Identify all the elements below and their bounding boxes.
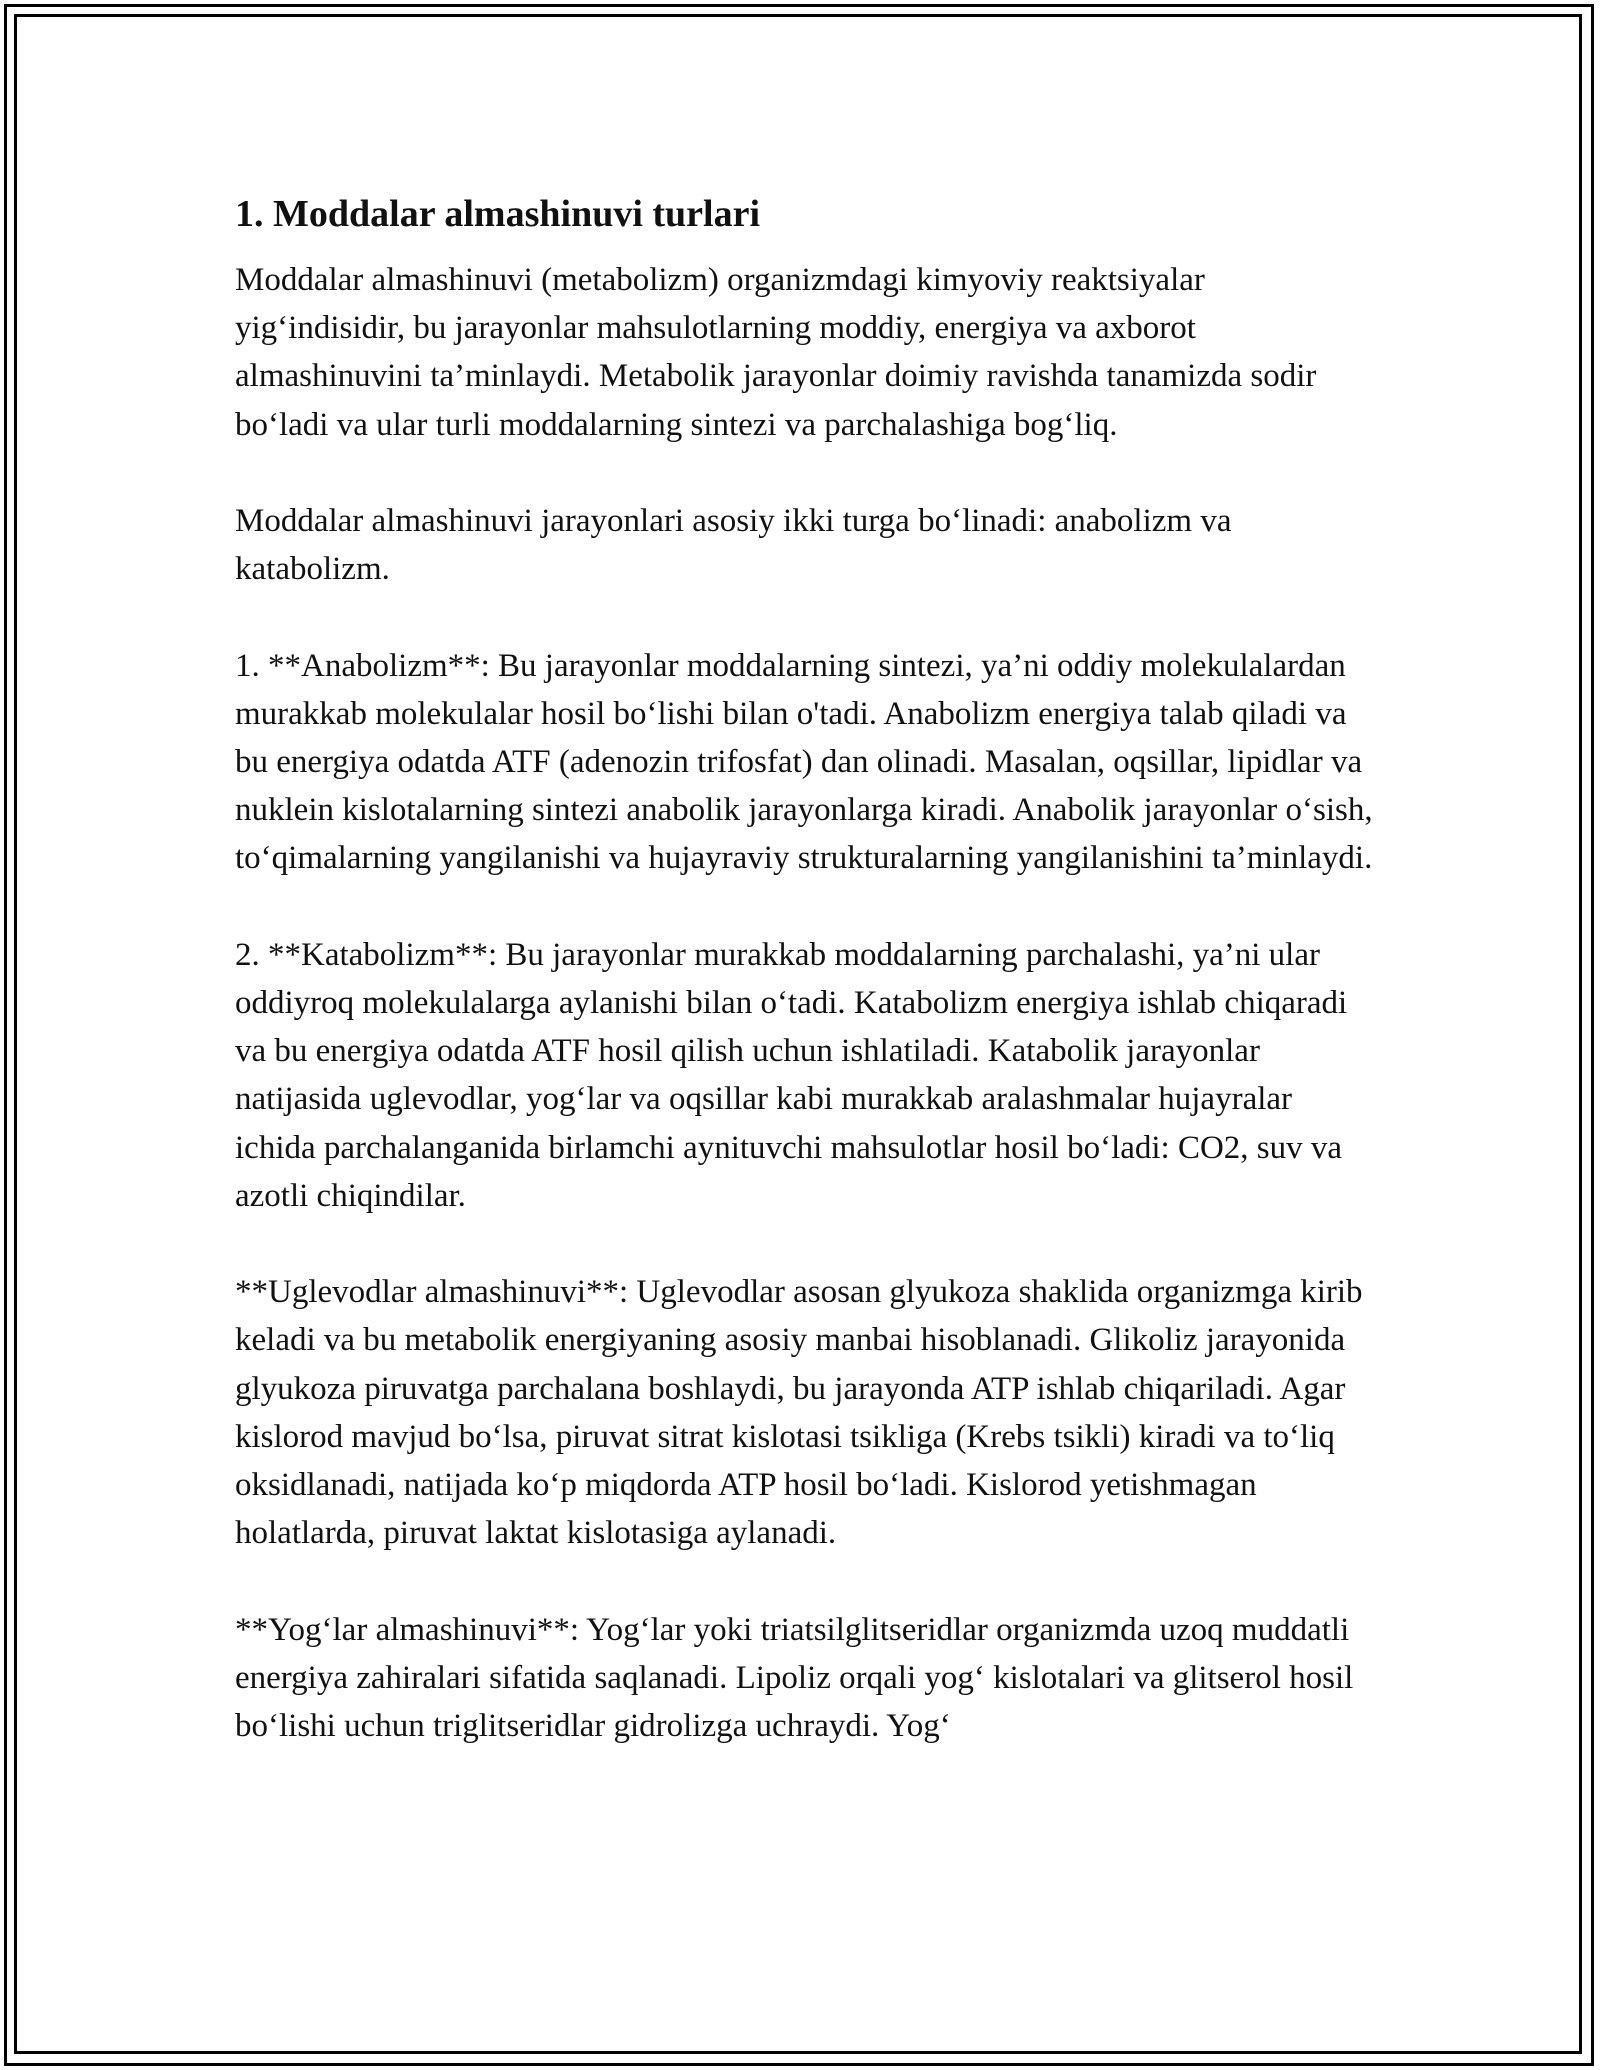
paragraph-carbohydrate-metabolism: **Uglevodlar almashinuvi**: Uglevodlar asosan glyukoza shaklida organizmga kirib keladi va bu metabolik energiyaning asosiy manbai hisoblanadi. Glikoliz jarayonida glyukoza piruvatga parchalana boshlaydi, bu jarayonda ATP ishlab chiqariladi. Agar kislorod mavjud bo‘lsa, piruvat sitrat kislotasi tsikliga (Krebs tsikli) kiradi va to‘liq oksidlanadi, natijada ko‘p miqdorda ATP hosil bo‘ladi. Kislorod yetishmagan holatlarda, piruvat laktat kislotasiga aylanadi.	[235, 1274, 1363, 1552]
paragraph-anabolism: 1. **Anabolizm**: Bu jarayonlar moddalarning sintezi, ya’ni oddiy molekulalardan murakkab molekulalar hosil bo‘lishi bilan o'tadi. Anabolizm energiya talab qiladi va bu energiya odatda ATF (adenozin trifosfat) dan olinadi. Masalan, oqsillar, lipidlar va nuklein kislotalarning sintezi anabolik jarayonlarga kiradi. Anabolik jarayonlar o‘sish, to‘qimalarning yangilanishi va hujayraviy strukturalarning yangilanishini ta’minlaydi.	[235, 647, 1373, 877]
document-body	[235, 186, 1375, 1798]
paragraph-fat-metabolism: **Yog‘lar almashinuvi**: Yog‘lar yoki triatsilglitseridlar organizmda uzoq muddatli energiya zahiralari sifatida saqlanadi. Lipoliz orqali yog‘ kislotalari va glitserol hosil bo‘lishi uchun triglitseridlar gidrolizga uchraydi. Yog‘	[235, 1611, 1354, 1745]
page-title: 1. Moddalar almashinuvi turlari	[235, 193, 761, 235]
paragraph-metabolism-intro: Moddalar almashinuvi (metabolizm) organizmdagi kimyoviy reaktsiyalar yig‘indisidir, bu jarayonlar mahsulotlarning moddiy, energiya va axborot almashinuvini ta’minlaydi. Metabolik jarayonlar doimiy ravishda tanamizda sodir bo‘ladi va ular turli moddalarning sintezi va parchalashiga bog‘liq.	[235, 262, 1317, 443]
paragraph-metabolism-types: Moddalar almashinuvi jarayonlari asosiy ikki turga bo‘linadi: anabolizm va katabolizm.	[235, 503, 1232, 588]
paragraph-catabolism: 2. **Katabolizm**: Bu jarayonlar murakkab moddalarning parchalashi, ya’ni ular oddiyroq molekulalarga aylanishi bilan o‘tadi. Katabolizm energiya ishlab chiqaradi va bu energiya odatda ATF hosil qilish uchun ishlatiladi. Katabolik jarayonlar natijasida uglevodlar, yog‘lar va oqsillar kabi murakkab aralashmalar hujayralar ichida parchalanganida birlamchi aynituvchi mahsulotlar hosil bo‘ladi: CO2, suv va azotli chiqindilar.	[235, 936, 1348, 1214]
